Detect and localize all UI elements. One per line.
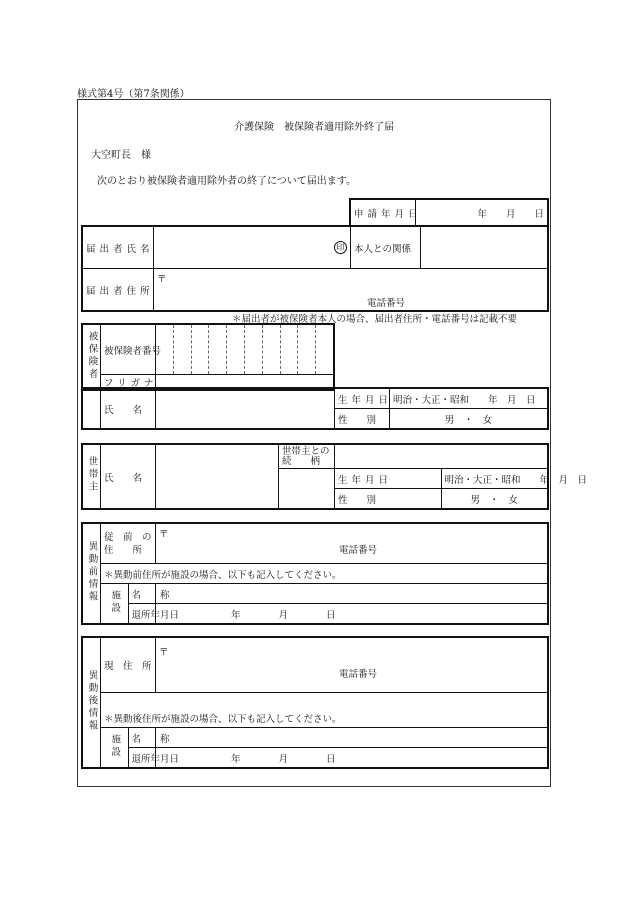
applicant-name-label: 届出者氏名 [83, 227, 154, 269]
after-facility-label: 施設 [101, 728, 129, 768]
before-leave-date-field[interactable]: 年 月 日 [156, 604, 548, 624]
postal-mark: 〒 [157, 274, 167, 285]
insured-number-label: 被保険者番号 [101, 325, 156, 375]
before-facility-note: ＊異動前住所が施設の場合、以下も記入してください。 [101, 564, 548, 584]
after-move-table [82, 637, 548, 768]
applicant-address-field[interactable] [154, 269, 548, 311]
householder-relation-field[interactable] [279, 469, 335, 509]
insured-sex-label: 性 別 [335, 409, 390, 429]
after-facility-name-field[interactable] [156, 728, 548, 748]
before-move-table [82, 523, 548, 624]
before-facility-label: 施設 [101, 584, 129, 624]
householder-birth-label: 生年月日 [335, 469, 442, 489]
after-leave-date-label: 退所年月日 [128, 748, 156, 768]
after-phone-label: 電話番号 [339, 669, 378, 680]
submission-date-table [350, 199, 548, 226]
before-phone-label: 電話番号 [339, 545, 378, 556]
applicant-name-field[interactable] [154, 227, 351, 269]
after-leave-date-field[interactable]: 年 月 日 [156, 748, 548, 768]
insured-lower-table [82, 388, 548, 429]
insured-name-field[interactable] [156, 389, 335, 429]
householder-table [82, 444, 588, 509]
after-facility-note: ＊異動後住所が施設の場合、以下も記入してください。 [101, 693, 548, 728]
applicant-note: ＊届出者が被保険者本人の場合、届出者住所・電話番号は記載不要 [232, 314, 518, 325]
after-postal-mark: 〒 [159, 647, 169, 658]
form-number: 様式第4号（第7条関係） [77, 89, 190, 100]
submission-date-label: 申請年月日 [351, 200, 416, 226]
form-title: 介護保険 被保険者適用除外終了届 [234, 122, 394, 133]
intro-text: 次のとおり被保険者適用除外者の終了について届出ます。 [97, 176, 356, 187]
before-address-label: 従 前 の 住 所 [101, 524, 156, 564]
householder-relation-label: 世帯主との 続 柄 [279, 445, 335, 469]
before-facility-name-field[interactable] [156, 584, 548, 604]
applicant-phone-label: 電話番号 [367, 298, 406, 309]
after-section-label: 異動後情報 [83, 638, 101, 768]
seal-mark: 印 [334, 241, 347, 254]
insured-name-label: 氏 名 [101, 389, 156, 429]
householder-name-field[interactable] [156, 445, 279, 509]
before-facility-name-label: 名 称 [128, 584, 156, 604]
householder-birth-field[interactable]: 明治・大正・昭和 年 月 日 [441, 469, 548, 489]
insured-section-label: 被保険者 [83, 325, 101, 390]
insured-upper-table [82, 324, 334, 390]
applicant-table [82, 226, 548, 311]
householder-section-label: 世帯主 [83, 445, 101, 509]
insured-birth-field[interactable]: 明治・大正・昭和 年 月 日 [390, 389, 548, 409]
before-section-label: 異動前情報 [83, 524, 101, 624]
after-address-label: 現 住 所 [101, 638, 156, 693]
householder-name-label: 氏 名 [101, 445, 156, 509]
addressee: 大空町長 様 [91, 150, 151, 161]
relation-field[interactable] [421, 227, 548, 269]
before-leave-date-label: 退所年月日 [128, 604, 156, 624]
before-address-field[interactable] [156, 524, 548, 564]
after-address-field[interactable] [156, 638, 548, 693]
insured-furigana-label: フリガナ [101, 375, 156, 390]
insured-sex-field[interactable]: 男 ・ 女 [390, 409, 548, 429]
after-facility-name-label: 名 称 [128, 728, 156, 748]
relation-label: 本人との関係 [351, 227, 421, 269]
householder-sex-field[interactable]: 男 ・ 女 [441, 489, 548, 509]
applicant-address-label: 届出者住所 [83, 269, 154, 311]
submission-date-field[interactable]: 年 月 日 [416, 200, 548, 226]
before-postal-mark: 〒 [159, 529, 169, 540]
insured-birth-label: 生年月日 [335, 389, 390, 409]
insured-number-field[interactable] [156, 325, 334, 375]
householder-sex-label: 性 別 [335, 489, 442, 509]
